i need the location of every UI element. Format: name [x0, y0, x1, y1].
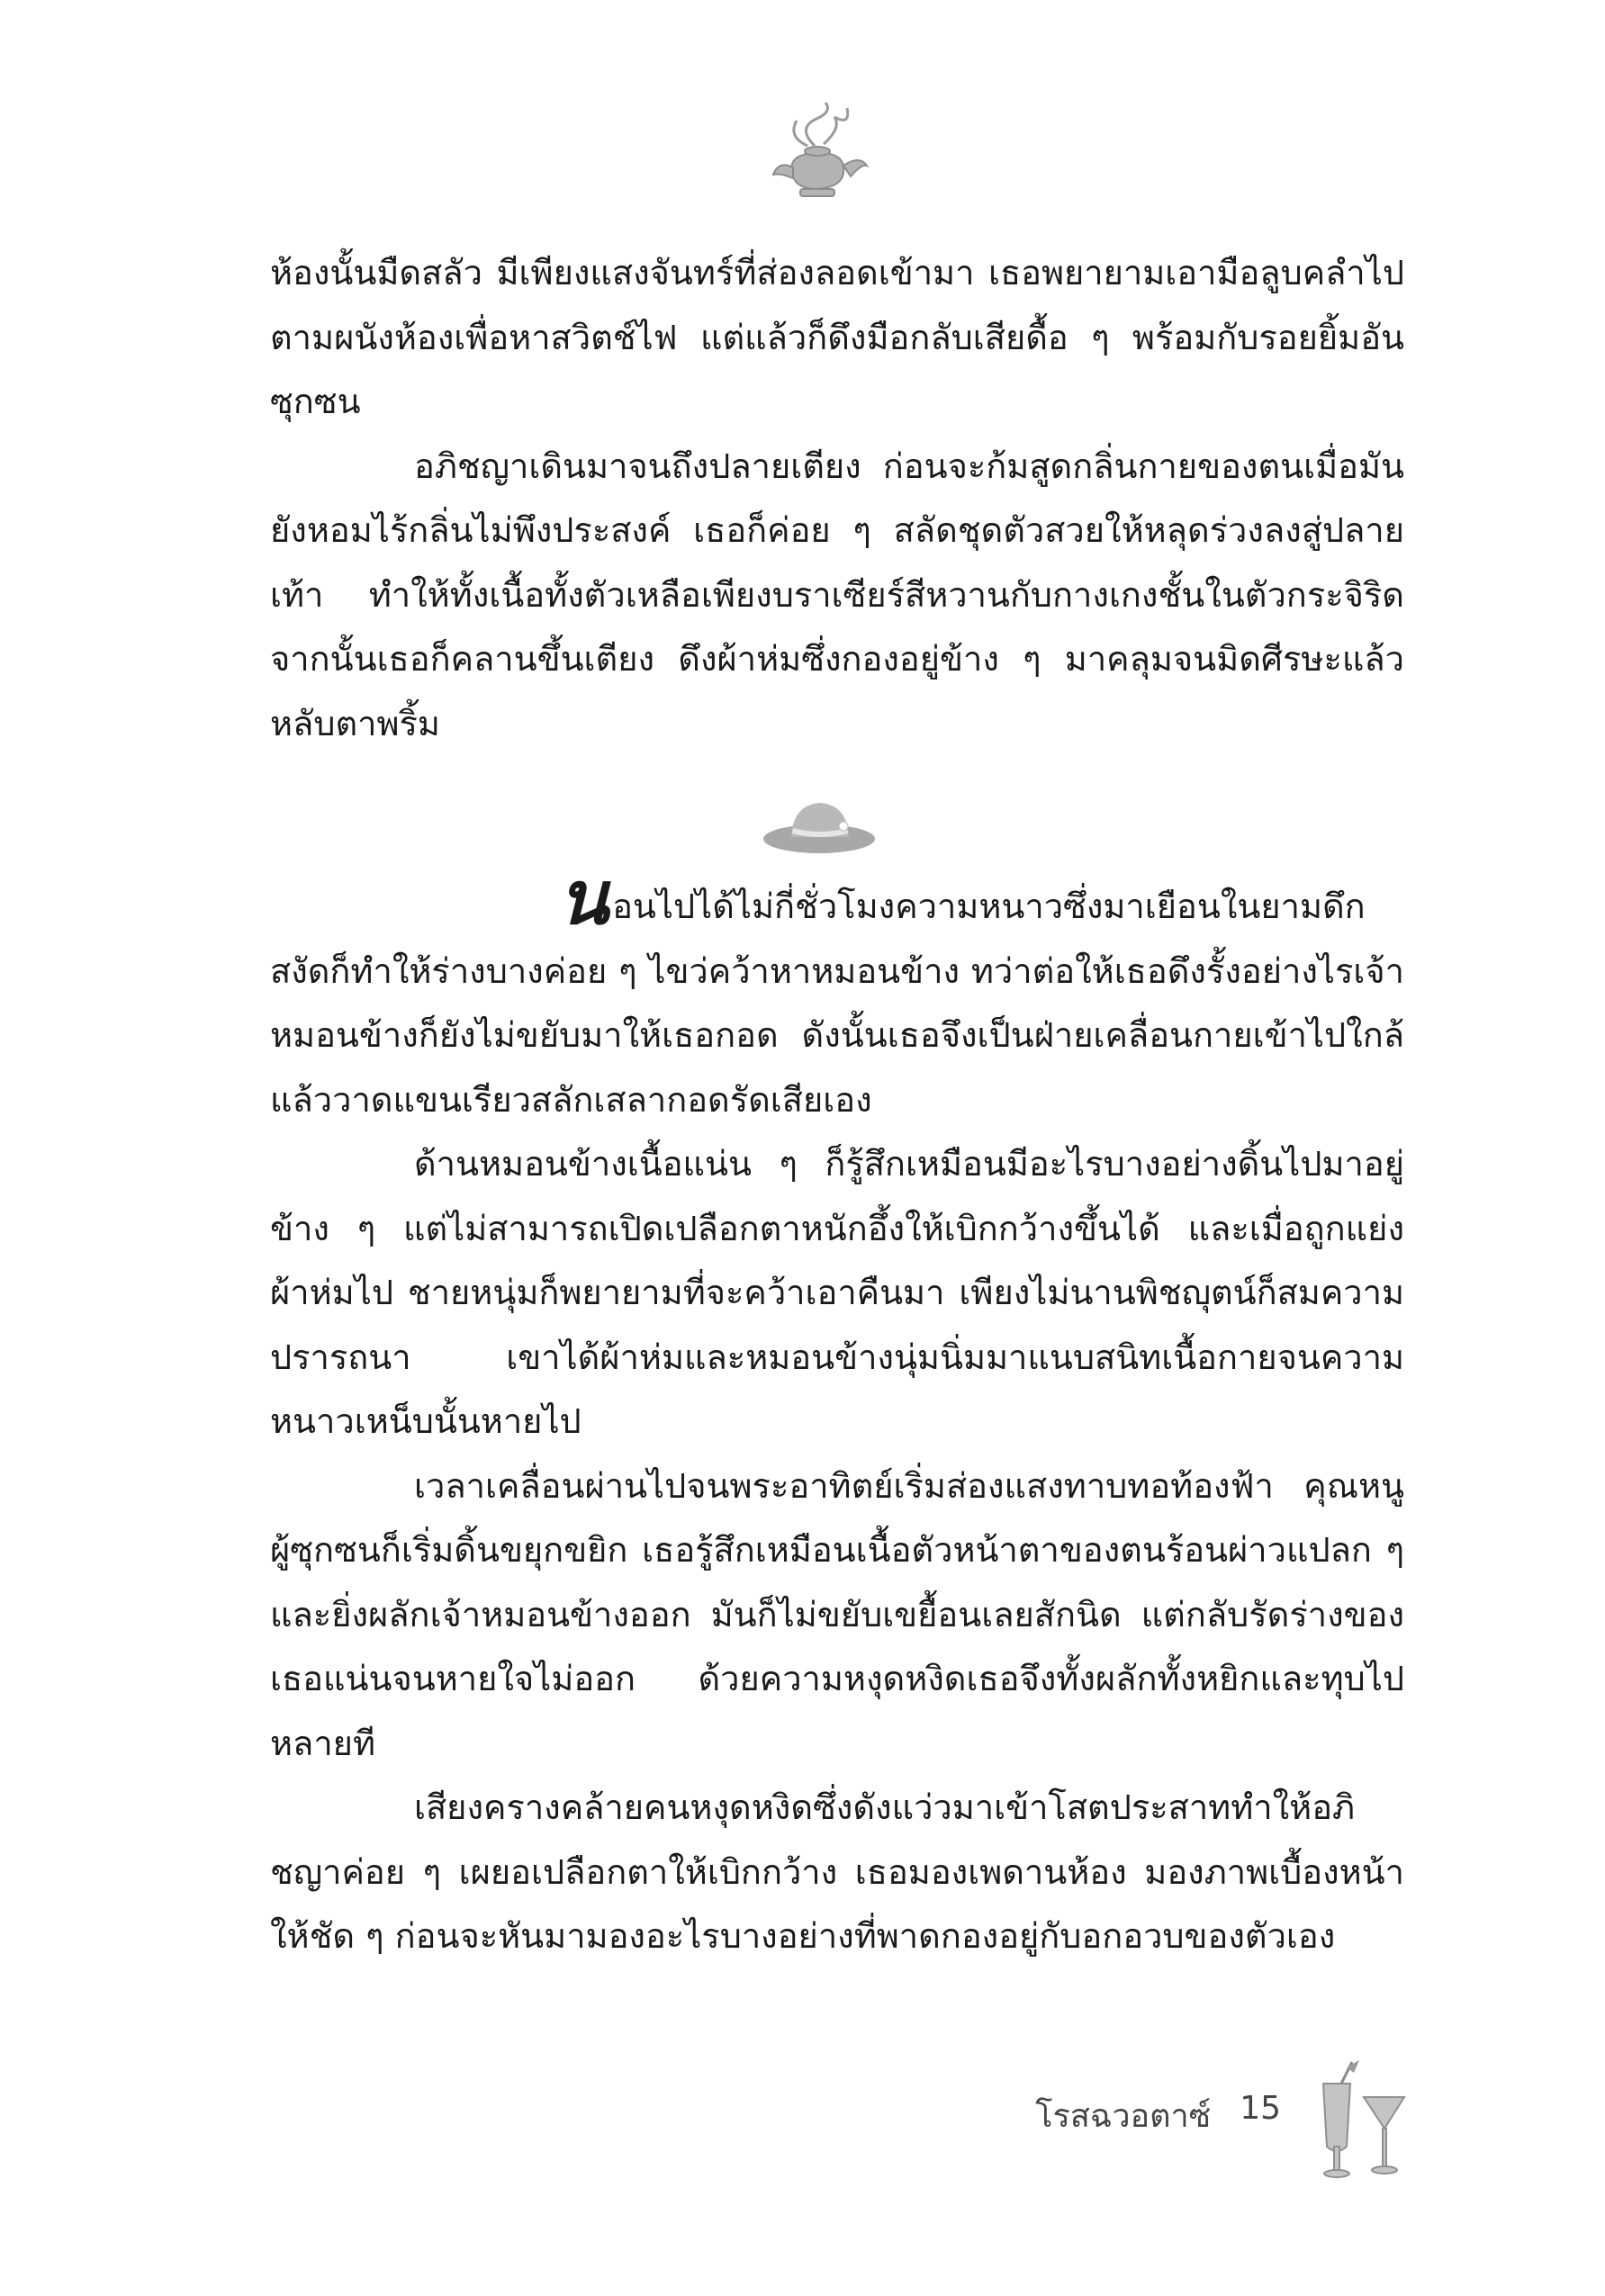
paragraph-5: เวลาเคลื่อนผ่านไปจนพระอาทิตย์เริ่มส่องแสงทาบทอท้องฟ้า คุณหนูผู้ซุกซนก็เริ่มดิ้นขยุกขยิก เธอรู้สึกเหมือนเนื้อตัวหน้าตาของตนร้อนผ่าวแปลก ๆ และยิ่งผลักเจ้าหมอนข้างออก มันก็ไม่ขยับเขยื้อนเลยสักนิด แต่กลับรัดร่างของเธอแน่นจนหายใจไม่ออก ด้วยความหงุดหงิดเธอจึงทั้งผลักทั้งหยิกและทุบไปหลายที	[270, 1465, 1404, 1763]
book-title: โรสฉวอตาซ์	[1035, 2098, 1212, 2135]
drop-cap: น	[558, 855, 609, 941]
paragraph-3	[270, 855, 1404, 1132]
cocktail-glasses-icon	[1314, 2057, 1413, 2183]
section-1	[270, 241, 1404, 756]
paragraph-2: อภิชญาเดินมาจนถึงปลายเตียง ก่อนจะก้มสูดกลิ่นกายของตนเมื่อมันยังหอมไร้กลิ่นไม่พึงประสงค์ เธอก็ค่อย ๆ สลัดชุดตัวสวยให้หลุดร่วงลงสู่ปลายเท้า ทำให้ทั้งเนื้อทั้งตัวเหลือเพียงบราเซียร์สีหวานกับกางเกงชั้นในตัวกระจิริด จากนั้นเธอก็คลานขึ้นเตียง ดึงผ้าห่มซึ่งกองอยู่ข้าง ๆ มาคลุมจนมิดศีรษะแล้วหลับตาพริ้ม	[270, 446, 1404, 743]
sun-hat-icon	[761, 792, 878, 860]
paragraph-3-text: อนไปได้ไม่กี่ชั่วโมงความหนาวซึ่งมาเยือนในยามดึกสงัดก็ทำให้ร่างบางค่อย ๆ ไขว่คว้าหาหมอนข้าง ทว่าต่อให้เธอดึงรั้งอย่างไรเจ้าหมอนข้างก็ยังไม่ขยับมาให้เธอกอด ดังนั้นเธอจึงเป็นฝ่ายเคลื่อนกายเข้าไปใกล้แล้ววาดแขนเรียวสลักเสลากอดรัดเสียเอง	[270, 887, 1404, 1120]
teapot-ornament-icon	[761, 101, 878, 209]
page-footer	[1035, 2090, 1281, 2141]
page-number: 15	[1240, 2090, 1281, 2127]
paragraph-1: ห้องนั้นมืดสลัว มีเพียงแสงจันทร์ที่ส่องลอดเข้ามา เธอพยายามเอามือลูบคลำไปตามผนังห้องเพื่อหาสวิตช์ไฟ แต่แล้วก็ดึงมือกลับเสียดื้อ ๆ พร้อมกับรอยยิ้มอันซุกซน	[270, 253, 1404, 421]
section-2	[270, 855, 1404, 1969]
paragraph-4: ด้านหมอนข้างเนื้อแน่น ๆ ก็รู้สึกเหมือนมีอะไรบางอย่างดิ้นไปมาอยู่ข้าง ๆ แต่ไม่สามารถเปิดเปลือกตาหนักอึ้งให้เบิกกว้างขึ้นได้ และเมื่อถูกแย่งผ้าห่มไป ชายหนุ่มก็พยายามที่จะคว้าเอาคืนมา เพียงไม่นานพิชญุตน์ก็สมความปรารถนา เขาได้ผ้าห่มและหมอนข้างนุ่มนิ่มมาแนบสนิทเนื้อกายจนความหนาวเหน็บนั้นหายไป	[270, 1144, 1404, 1441]
paragraph-6: เสียงครางคล้ายคนหงุดหงิดซึ่งดังแว่วมาเข้าโสตประสาททำให้อภิชญาค่อย ๆ เผยอเปลือกตาให้เบิกกว้าง เธอมองเพดานห้อง มองภาพเบื้องหน้าให้ชัด ๆ ก่อนจะหันมามองอะไรบางอย่างที่พาดกองอยู่กับอกอวบของตัวเอง	[270, 1787, 1404, 1956]
